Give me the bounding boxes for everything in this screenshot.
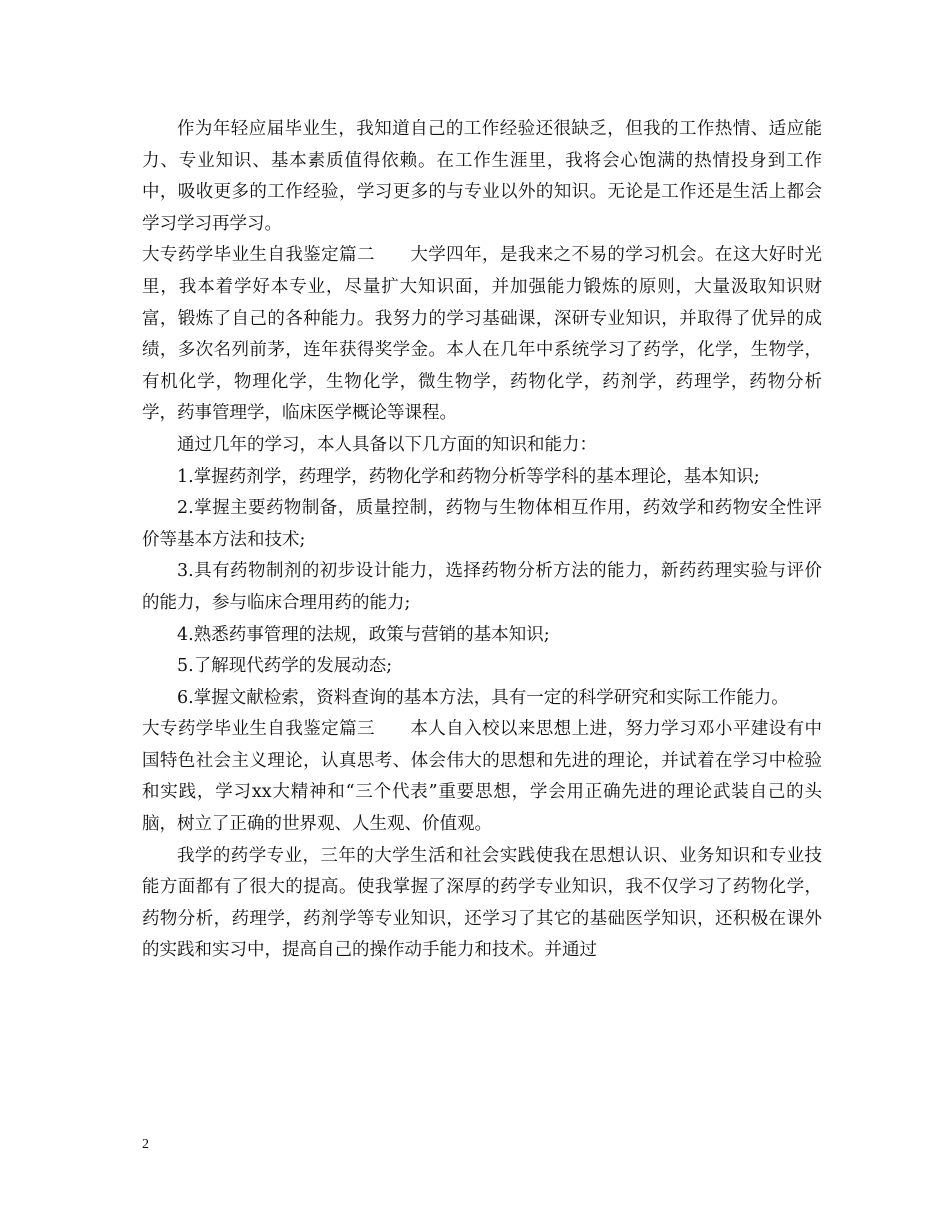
paragraph-with-heading [142,240,822,430]
document-body [142,114,822,967]
section-heading: 大专药学毕业生自我鉴定篇三 [142,719,375,740]
list-item: 1.掌握药剂学，药理学，药物化学和药物分析等学科的基本理论，基本知识; [177,466,760,487]
paragraph: 作为年轻应届毕业生，我知道自己的工作经验还很缺乏，但我的工作热情、适应能力、专业知识、基本素质值得依赖。在工作生涯里，我将会心饱满的热情投身到工作中，吸收更多的工作经验，学习更多的与专业以外的知识。无论是工作还是生活上都会学习学习再学习。 [142,119,822,234]
paragraph-text: 本人自入校以来思想上进，努力学习邓小平建设有中国特色社会主义理论，认真思考、体会伟大的思想和先进的理论，并试着在学习中检验和实践，学习xx大精神和“三个代表”重要思想，学会用正确先进的理论武装自己的头脑，树立了正确的世界观、人生观、价值观。 [142,719,823,835]
list-item: 6.掌握文献检索，资料查询的基本方法，具有一定的科学研究和实际工作能力。 [177,687,789,708]
list-item: 2.掌握主要药物制备，质量控制，药物与生物体相互作用，药效学和药物安全性评价等基本方法和技术; [142,498,822,550]
paragraph-text: 大学四年，是我来之不易的学习机会。在这大好时光里，我本着学好本专业，尽量扩大知识面，并加强能力锻炼的原则，大量汲取知识财富，锻炼了自己的各种能力。我努力的学习基础课，深研专业知识，并取得了优异的成绩，多次名列前茅，连年获得奖学金。本人在几年中系统学习了药学，化学，生物学，有机化学，物理化学，生物化学，微生物学，药物化学，药剂学，药理学，药物分析学，药事管理学，临床医学概论等课程。 [142,245,823,424]
page-number: 2 [142,1137,149,1152]
paragraph: 通过几年的学习，本人具备以下几方面的知识和能力： [177,434,597,455]
list-item: 4.熟悉药事管理的法规，政策与营销的基本知识; [177,624,550,645]
list-item: 5.了解现代药学的发展动态; [177,656,393,677]
paragraph-with-heading [142,714,822,840]
list-item: 3.具有药物制剂的初步设计能力，选择药物分析方法的能力，新药药理实验与评价的能力，参与临床合理用药的能力; [142,561,822,613]
section-heading: 大专药学毕业生自我鉴定篇二 [142,245,375,266]
paragraph: 我学的药学专业，三年的大学生活和社会实践使我在思想认识、业务知识和专业技能方面都有了很大的提高。使我掌握了深厚的药学专业知识，我不仅学习了药物化学，药物分析，药理学，药剂学等专业知识，还学习了其它的基础医学知识，还积极在课外的实践和实习中，提高自己的操作动手能力和技术。并通过 [142,845,822,961]
